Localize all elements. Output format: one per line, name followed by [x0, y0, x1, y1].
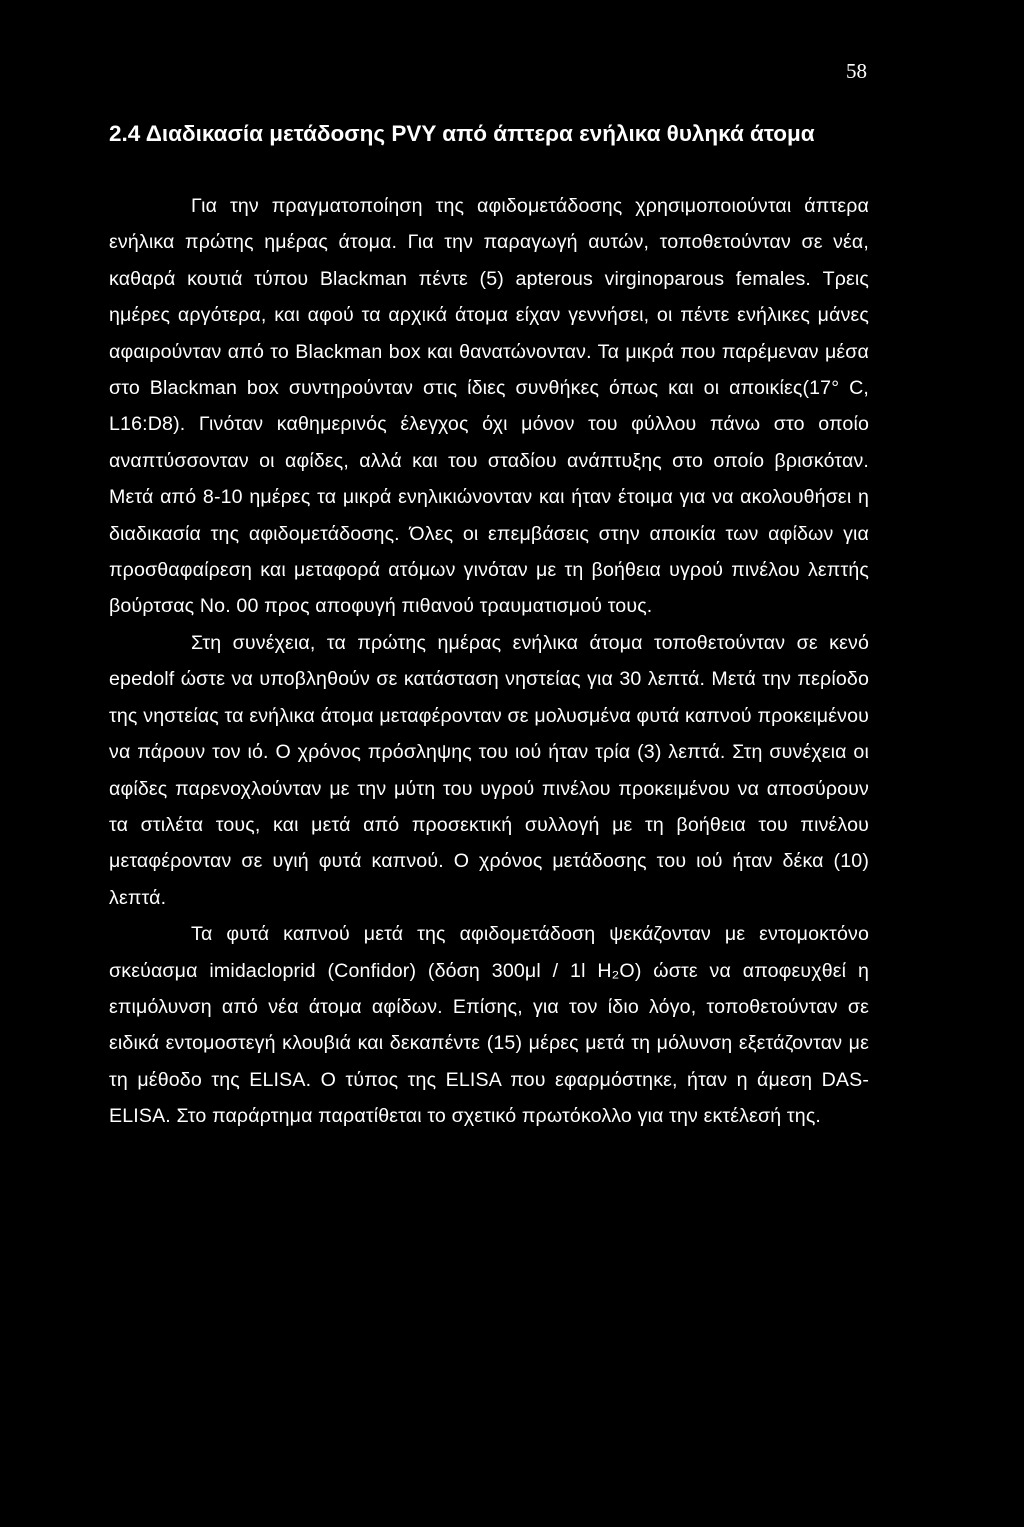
paragraph-3: Τα φυτά καπνού μετά της αφιδομετάδοση ψεκάζονταν με εντομοκτόνο σκεύασμα imidacloprid (Confidor) (δόση 300μl / 1l H₂O) ώστε να αποφευχθεί η επιμόλυνση από νέα άτομα αφίδων. Επίσης, για τον ίδιο λόγο, τοποθετούνταν σε ειδικά εντομοστεγή κλουβιά και δεκαπέντε (15) μέρες μετά τη μόλυνση εξετάζονταν με τη μέθοδο της ELISA. Ο τύπος της ELISA που εφαρμόστηκε, ήταν η άμεση DAS-ELISA. Στο παράρτημα παρατίθεται το σχετικό πρωτόκολλο για την εκτέλεσή της. — [109, 923, 869, 1128]
paragraph-1: Για την πραγματοποίηση της αφιδομετάδοσης χρησιμοποιούνται άπτερα ενήλικα πρώτης ημέρας άτομα. Για την παραγωγή αυτών, τοποθετούνταν σε νέα, καθαρά κουτιά τύπου Blackman πέντε (5) apterous virginoparous females. Τρεις ημέρες αργότερα, και αφού τα αρχικά άτομα είχαν γεννήσει, οι πέντε ενήλικες μάνες αφαιρούνταν από το Blackman box και θανατώνονταν. Τα μικρά που παρέμεναν μέσα στο Blackman box συντηρούνταν στις ίδιες συνθήκες όπως και οι αποικίες(17° C, L16:D8). Γινόταν καθημερινός έλεγχος όχι μόνον του φύλλου πάνω στο οποίο αναπτύσσονταν οι αφίδες, αλλά και του σταδίου ανάπτυξης στο οποίο βρισκόταν. Μετά από 8-10 ημέρες τα μικρά ενηλικιώνονταν και ήταν έτοιμα για να ακολουθήσει η διαδικασία της αφιδομετάδοσης. Όλες οι επεμβάσεις στην αποικία των αφίδων για προσθαφαίρεση και μεταφορά ατόμων γινόταν με τη βοήθεια υγρού πινέλου λεπτής βούρτσας Νο. 00 προς αποφυγή πιθανού τραυματισμού τους. — [109, 195, 869, 618]
section-heading: 2.4 Διαδικασία μετάδοσης PVY από άπτερα ενήλικα θυληκά άτομα — [109, 121, 815, 146]
page-number: 58 — [846, 59, 867, 83]
paragraph-2: Στη συνέχεια, τα πρώτης ημέρας ενήλικα άτομα τοποθετούνταν σε κενό epedolf ώστε να υποβληθούν σε κατάσταση νηστείας για 30 λεπτά. Μετά την περίοδο της νηστείας τα ενήλικα άτομα μεταφέρονταν σε μολυσμένα φυτά καπνού προκειμένου να πάρουν τον ιό. Ο χρόνος πρόσληψης του ιού ήταν τρία (3) λεπτά. Στη συνέχεια οι αφίδες παρενοχλούνταν με την μύτη του υγρού πινέλου προκειμένου να αποσύρουν τα στιλέτα τους, και μετά από προσεκτική συλλογή με τη βοήθεια του πινέλου μεταφέρονταν σε υγιή φυτά καπνού. Ο χρόνος μετάδοσης του ιού ήταν δέκα (10) λεπτά. — [109, 631, 869, 909]
body-text — [109, 188, 869, 1135]
